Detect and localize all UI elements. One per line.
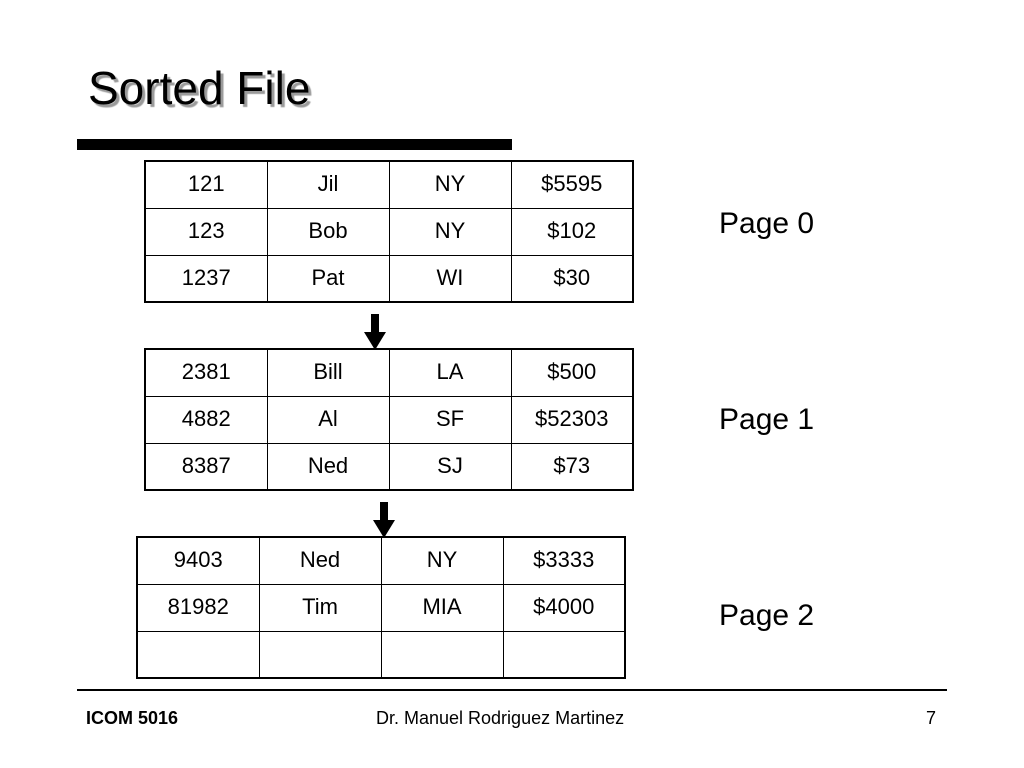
record-location-cell: MIA — [381, 584, 503, 631]
page-2-table — [136, 536, 626, 679]
record-location-cell: NY — [381, 537, 503, 584]
record-amount-cell: $5595 — [511, 161, 633, 208]
down-arrow-icon — [373, 502, 395, 538]
record-name-cell: Pat — [267, 255, 389, 302]
record-name-cell: Bill — [267, 349, 389, 396]
record-id-cell: 9403 — [137, 537, 259, 584]
record-name-cell: Ned — [267, 443, 389, 490]
slide-number: 7 — [925, 708, 936, 728]
table-row — [145, 443, 633, 490]
record-location-cell: WI — [389, 255, 511, 302]
table-row — [145, 208, 633, 255]
table-row — [145, 161, 633, 208]
record-id-cell: 8387 — [145, 443, 267, 490]
table-row — [137, 537, 625, 584]
record-amount-cell: $73 — [511, 443, 633, 490]
page-1-label: Page 1 — [719, 403, 815, 436]
record-id-cell: 2381 — [145, 349, 267, 396]
table-row — [145, 255, 633, 302]
record-location-cell: NY — [389, 161, 511, 208]
record-id-cell: 81982 — [137, 584, 259, 631]
empty-slot-cell — [259, 631, 381, 678]
footer-course: ICOM 5016 — [86, 708, 179, 728]
empty-slot-cell — [381, 631, 503, 678]
record-location-cell: NY — [389, 208, 511, 255]
table-row — [145, 349, 633, 396]
record-id-cell: 123 — [145, 208, 267, 255]
down-arrow-icon — [364, 314, 386, 350]
record-location-cell: LA — [389, 349, 511, 396]
table-row — [137, 584, 625, 631]
slide-title: Sorted File — [88, 62, 311, 114]
record-amount-cell: $500 — [511, 349, 633, 396]
record-amount-cell: $102 — [511, 208, 633, 255]
table-row — [137, 631, 625, 678]
table-row — [145, 396, 633, 443]
record-amount-cell: $30 — [511, 255, 633, 302]
record-amount-cell: $52303 — [511, 396, 633, 443]
record-location-cell: SF — [389, 396, 511, 443]
empty-slot-cell — [137, 631, 259, 678]
record-amount-cell: $4000 — [503, 584, 625, 631]
title-underline-bar — [77, 139, 512, 150]
empty-slot-cell — [503, 631, 625, 678]
record-id-cell: 4882 — [145, 396, 267, 443]
record-id-cell: 121 — [145, 161, 267, 208]
page-2-label: Page 2 — [719, 599, 815, 632]
record-name-cell: Ned — [259, 537, 381, 584]
page-0-label: Page 0 — [719, 207, 815, 240]
footer-author: Dr. Manuel Rodriguez Martinez — [376, 708, 625, 728]
page-1-table — [144, 348, 634, 491]
record-name-cell: Jil — [267, 161, 389, 208]
page-0-table — [144, 160, 634, 303]
record-location-cell: SJ — [389, 443, 511, 490]
footer-divider — [77, 689, 947, 691]
record-id-cell: 1237 — [145, 255, 267, 302]
record-name-cell: Al — [267, 396, 389, 443]
record-amount-cell: $3333 — [503, 537, 625, 584]
record-name-cell: Bob — [267, 208, 389, 255]
record-name-cell: Tim — [259, 584, 381, 631]
